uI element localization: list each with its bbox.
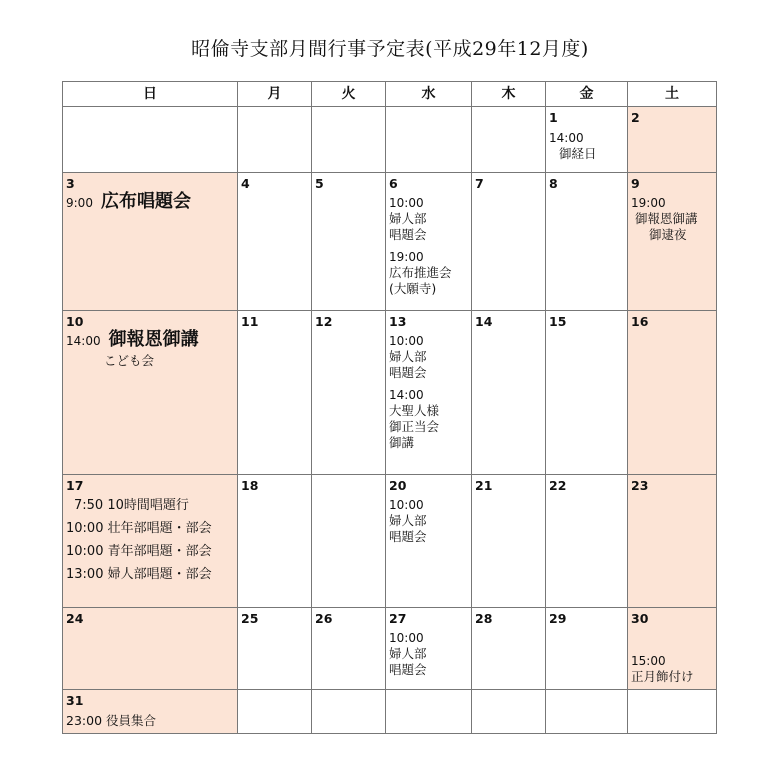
day-cell-14 xyxy=(472,311,546,475)
day-number: 14 xyxy=(475,314,493,329)
day-cell-22 xyxy=(546,475,628,608)
event-line: 御逮夜 xyxy=(649,227,687,242)
page-title: 昭倫寺支部月間行事予定表(平成29年12月度) xyxy=(191,38,589,60)
day-number: 30 xyxy=(631,611,649,626)
day-cell-empty xyxy=(312,107,386,173)
day-cell-empty xyxy=(238,107,312,173)
day-cell-empty xyxy=(472,107,546,173)
event-title: 正月飾付け xyxy=(631,669,694,684)
event-title: 御報恩御講 xyxy=(108,329,199,350)
day-number: 1 xyxy=(549,110,558,125)
day-number: 22 xyxy=(549,478,567,493)
day-cell-27 xyxy=(386,608,472,690)
weekday-friday: 金 xyxy=(546,82,628,107)
event-line: 婦人部 xyxy=(389,513,427,528)
event-line: 7:50 10時間唱題行 xyxy=(74,498,189,513)
day-cell-9 xyxy=(628,173,717,311)
event-time: 10:00 xyxy=(389,498,424,512)
day-number: 18 xyxy=(241,478,259,493)
day-number: 27 xyxy=(389,611,407,626)
day-number: 13 xyxy=(389,314,407,329)
event-time: 19:00 xyxy=(389,250,424,264)
day-cell-15 xyxy=(546,311,628,475)
day-number: 17 xyxy=(66,478,84,493)
weekday-wednesday: 水 xyxy=(386,82,472,107)
day-cell-1 xyxy=(546,107,628,173)
event-time: 10:00 xyxy=(389,196,424,210)
event-time: 15:00 xyxy=(631,654,666,668)
calendar-table xyxy=(62,81,717,734)
week-row-3 xyxy=(63,311,717,475)
day-number: 24 xyxy=(66,611,84,626)
day-cell-26 xyxy=(312,608,386,690)
day-cell-8 xyxy=(546,173,628,311)
event-time: 14:00 xyxy=(66,334,101,348)
event-time: 14:00 xyxy=(549,131,584,145)
day-number: 5 xyxy=(315,176,324,191)
day-cell-7 xyxy=(472,173,546,311)
day-cell-17 xyxy=(63,475,238,608)
day-number: 20 xyxy=(389,478,407,493)
day-number: 12 xyxy=(315,314,333,329)
weekday-header-row xyxy=(63,82,717,107)
event-line: 御講 xyxy=(389,435,415,450)
event-line: 婦人部 xyxy=(389,211,427,226)
day-number: 31 xyxy=(66,693,84,708)
event-time: 19:00 xyxy=(631,196,666,210)
event-time: 10:00 xyxy=(389,631,424,645)
day-number: 7 xyxy=(475,176,484,191)
event-line: 婦人部 xyxy=(389,349,427,364)
week-row-2 xyxy=(63,173,717,311)
day-cell-20 xyxy=(386,475,472,608)
day-cell-empty xyxy=(238,690,312,734)
day-cell-12 xyxy=(312,311,386,475)
weekday-thursday: 木 xyxy=(472,82,546,107)
day-cell-empty xyxy=(63,107,238,173)
day-cell-empty xyxy=(312,690,386,734)
event-line: 唱題会 xyxy=(389,227,427,242)
weekday-sunday: 日 xyxy=(63,82,238,107)
day-cell-13 xyxy=(386,311,472,475)
event-line: 御報恩御講 xyxy=(635,211,698,226)
day-cell-21 xyxy=(472,475,546,608)
event-line: 唱題会 xyxy=(389,365,427,380)
day-cell-24 xyxy=(63,608,238,690)
event-line: 10:00 壮年部唱題・部会 xyxy=(66,521,212,536)
day-cell-empty xyxy=(386,690,472,734)
day-number: 10 xyxy=(66,314,84,329)
day-number: 6 xyxy=(389,176,398,191)
day-cell-4 xyxy=(238,173,312,311)
event-title: 広布唱題会 xyxy=(100,191,191,212)
event-title: 御経日 xyxy=(559,146,597,161)
week-row-5 xyxy=(63,608,717,690)
day-cell-30 xyxy=(628,608,717,690)
day-cell-empty xyxy=(546,690,628,734)
day-number: 16 xyxy=(631,314,649,329)
day-number: 29 xyxy=(549,611,567,626)
event-line: 唱題会 xyxy=(389,662,427,677)
day-cell-18 xyxy=(238,475,312,608)
day-cell-empty xyxy=(386,107,472,173)
day-number: 21 xyxy=(475,478,493,493)
event-line: 唱題会 xyxy=(389,529,427,544)
event-line: 23:00 役員集合 xyxy=(66,713,156,728)
day-cell-3 xyxy=(63,173,238,311)
event-subtitle: こども会 xyxy=(104,353,155,368)
event-line: 大聖人様 xyxy=(389,403,440,418)
day-cell-31 xyxy=(63,690,238,734)
day-number: 26 xyxy=(315,611,333,626)
day-number: 25 xyxy=(241,611,259,626)
day-cell-29 xyxy=(546,608,628,690)
day-cell-empty xyxy=(472,690,546,734)
week-row-4 xyxy=(63,475,717,608)
day-number: 15 xyxy=(549,314,567,329)
day-cell-empty xyxy=(628,690,717,734)
day-cell-16 xyxy=(628,311,717,475)
week-row-6 xyxy=(63,690,717,734)
weekday-tuesday: 火 xyxy=(312,82,386,107)
day-number: 9 xyxy=(631,176,640,191)
event-time: 14:00 xyxy=(389,388,424,402)
day-number: 8 xyxy=(549,176,558,191)
event-line: 御正当会 xyxy=(389,419,440,434)
event-line: 婦人部 xyxy=(389,646,427,661)
day-number: 3 xyxy=(66,176,75,191)
day-number: 28 xyxy=(475,611,493,626)
day-cell-11 xyxy=(238,311,312,475)
day-cell-28 xyxy=(472,608,546,690)
day-cell-5 xyxy=(312,173,386,311)
day-cell-25 xyxy=(238,608,312,690)
weekday-saturday: 土 xyxy=(628,82,717,107)
event-time: 10:00 xyxy=(389,334,424,348)
day-cell-10 xyxy=(63,311,238,475)
day-number: 4 xyxy=(241,176,250,191)
event-time: 9:00 xyxy=(66,196,93,210)
event-line: 広布推進会 xyxy=(389,265,452,280)
day-cell-19-empty xyxy=(312,475,386,608)
day-number: 23 xyxy=(631,478,649,493)
event-line: 13:00 婦人部唱題・部会 xyxy=(66,567,212,582)
weekday-monday: 月 xyxy=(238,82,312,107)
day-number: 11 xyxy=(241,314,259,329)
event-line: (大願寺) xyxy=(389,281,437,296)
week-row-1 xyxy=(63,107,717,173)
day-number: 2 xyxy=(631,110,640,125)
day-cell-6 xyxy=(386,173,472,311)
day-cell-23 xyxy=(628,475,717,608)
event-line: 10:00 青年部唱題・部会 xyxy=(66,544,212,559)
day-cell-2 xyxy=(628,107,717,173)
